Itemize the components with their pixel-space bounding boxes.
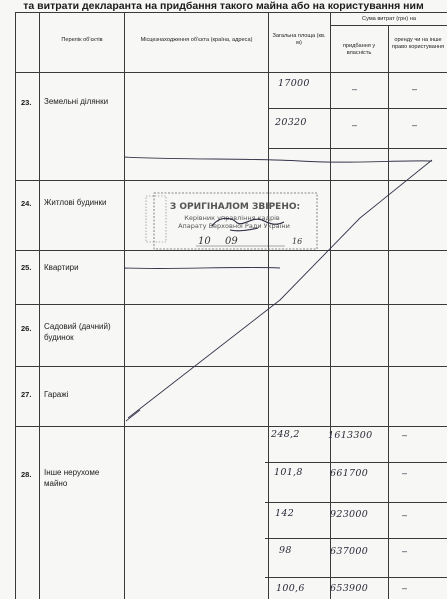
other-area-2: 101,8 xyxy=(274,467,303,478)
other-lease-5: – xyxy=(402,583,408,593)
certification-stamp xyxy=(146,193,317,249)
other-lease-3: – xyxy=(402,510,408,520)
header-ownership: придбання у власність xyxy=(342,43,376,56)
header-area: Загальна площа (кв. м) xyxy=(272,33,326,46)
page-title: та витрати декларанта на придбання такого майна або на користування ним xyxy=(23,0,424,12)
header-object-list: Перелік об'єктів xyxy=(61,37,103,43)
stamp-date-month: 09 xyxy=(225,236,238,247)
strike-diagonal xyxy=(128,160,432,418)
other-ownership-3: 923000 xyxy=(330,509,369,520)
stamp-line-3: Апарату Верховної Ради України xyxy=(178,222,290,230)
row-number: 28. xyxy=(21,470,32,479)
header-expenses-group: Сума витрат (грн) на xyxy=(362,16,416,22)
row-number: 26. xyxy=(21,324,32,333)
other-lease-1: – xyxy=(402,430,408,440)
strike-wave-2 xyxy=(124,267,280,268)
header-location: Місцезнаходження об'єкта (країна, адреса) xyxy=(140,37,253,43)
row-label-garages: Гаражі xyxy=(44,390,69,399)
other-ownership-2: 661700 xyxy=(330,468,369,479)
land-lease-1: – xyxy=(412,84,418,94)
row-label-houses: Житлові будинки xyxy=(44,198,107,207)
row-label-garden-house: Садовий (дачний) будинок xyxy=(44,322,111,342)
other-lease-4: – xyxy=(402,546,408,556)
row-number: 27. xyxy=(21,390,32,399)
row-number: 23. xyxy=(21,98,32,107)
other-area-5: 100,6 xyxy=(276,583,305,594)
other-lease-2: – xyxy=(402,468,408,478)
land-area-1: 17000 xyxy=(278,78,310,89)
stamp-date-day: 10 xyxy=(198,236,211,247)
other-ownership-4: 637000 xyxy=(330,546,369,557)
other-area-1: 248,2 xyxy=(271,429,300,440)
header-lease: оренду чи на інше право користування xyxy=(391,37,445,50)
other-ownership-5: 653900 xyxy=(330,583,369,594)
stamp-line-2: Керівник управління кадрів xyxy=(184,214,280,222)
other-area-3: 142 xyxy=(275,508,295,519)
row-label-land: Земельні ділянки xyxy=(44,97,109,106)
row-number: 25. xyxy=(21,263,32,272)
strike-wave-1 xyxy=(124,157,432,162)
stamp-date-year: 16 xyxy=(292,237,303,246)
row-label-other-property: Інше нерухоме майно xyxy=(44,468,100,488)
land-ownership-1: – xyxy=(352,84,358,94)
stamp-line-1: З ОРИГІНАЛОМ ЗВІРЕНО: xyxy=(169,202,301,212)
land-ownership-2: – xyxy=(352,120,358,130)
other-area-4: 98 xyxy=(279,545,292,556)
land-lease-2: – xyxy=(412,120,418,130)
row-label-apartments: Квартири xyxy=(44,263,79,272)
land-area-2: 20320 xyxy=(275,117,307,128)
other-ownership-1: 1613300 xyxy=(328,430,373,441)
row-number: 24. xyxy=(21,199,32,208)
